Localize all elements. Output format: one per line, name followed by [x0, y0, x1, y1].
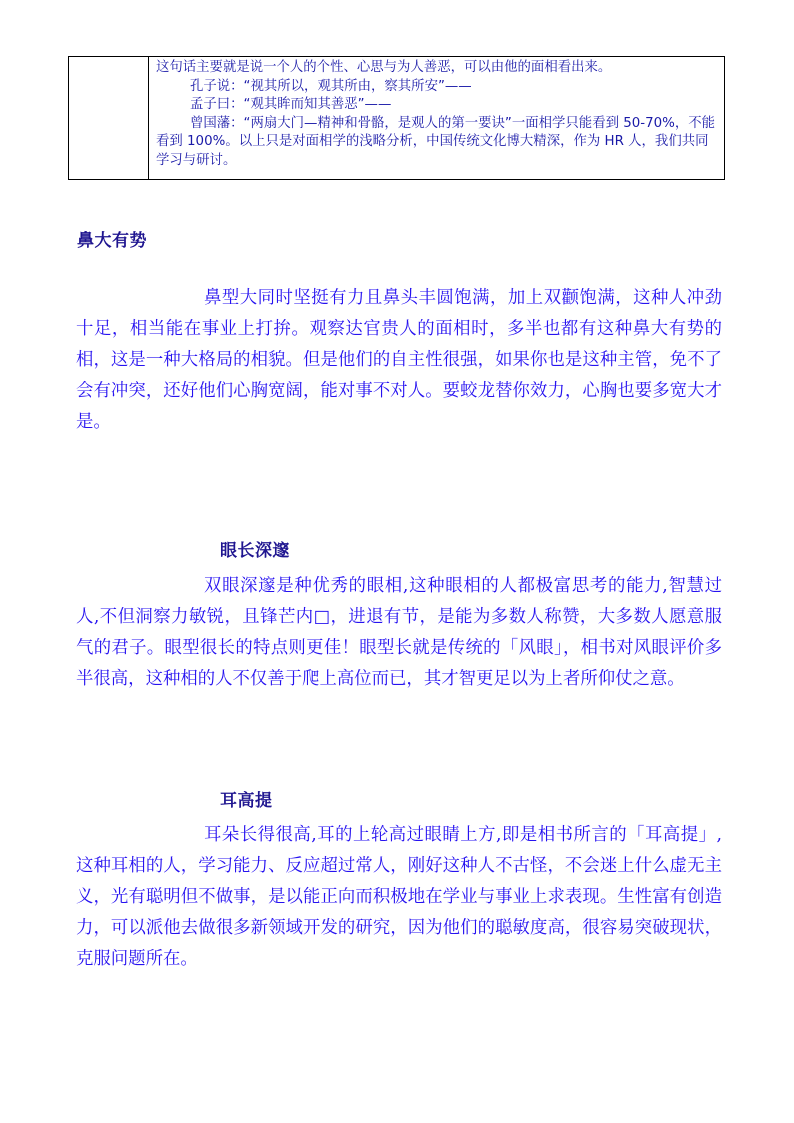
table-right-cell [149, 57, 724, 179]
section-body-nose [76, 283, 722, 438]
section-heading-eyes: 眼长深邃 [220, 541, 290, 561]
table-line-confucius: 孔子说：“视其所以，观其所由，察其所安”—— [190, 78, 472, 94]
section-heading-nose: 鼻大有势 [77, 231, 147, 251]
paragraph-eyes: 双眼深邃是种优秀的眼相,这种眼相的人都极富思考的能力,智慧过人,不但洞察力敏锐，且锋芒内□，进退有节，是能为多数人称赞，大多数人愿意服气的君子。眼型很长的特点则更佳！眼型长就是传统的「风眼」，相书对风眼评价多半很高，这种相的人不仅善于爬上高位而已，其才智更足以为上者所仰仗之意。 [76, 576, 722, 689]
table-line-mencius: 孟子曰：“观其眸而知其善恶”—— [190, 97, 392, 113]
section-body-eyes [76, 571, 722, 695]
paragraph-ears: 耳朵长得很高,耳的上轮高过眼睛上方,即是相书所言的「耳高提」,这种耳相的人，学习能力、反应超过常人，刚好这种人不古怪，不会迷上什么虚无主义，光有聪明但不做事，是以能正向而积极地在学业与事业上求表现。生性富有创造力，可以派他去做很多新领域开发的研究，因为他们的聪敏度高，很容易突破现状，克服问题所在。 [76, 825, 722, 969]
section-body-ears [76, 820, 722, 975]
quote-table [68, 56, 725, 180]
table-line-intro: 这句话主要就是说一个人的个性、心思与为人善恶，可以由他的面相看出来。 [156, 60, 612, 75]
table-line-zeng-guofan: 曾国藩：“两扇大门—精神和骨骼，是观人的第一要诀”一面相学只能看到 50-70%，不能看到 100%。以上只是对面相学的浅略分析，中国传统文化博大精深，作为 HR 人，我们共同学习与研讨。 [156, 115, 716, 168]
table-left-cell [69, 57, 149, 179]
paragraph-nose: 鼻型大同时坚挺有力且鼻头丰圆饱满，加上双颧饱满，这种人冲劲十足，相当能在事业上打拚。观察达官贵人的面相时，多半也都有这种鼻大有势的相，这是一种大格局的相貌。但是他们的自主性很强，如果你也是这种主管，免不了会有冲突，还好他们心胸宽阔，能对事不对人。要蛟龙替你效力，心胸也要多宽大才是。 [76, 288, 722, 432]
section-heading-ears: 耳高提 [220, 791, 273, 811]
